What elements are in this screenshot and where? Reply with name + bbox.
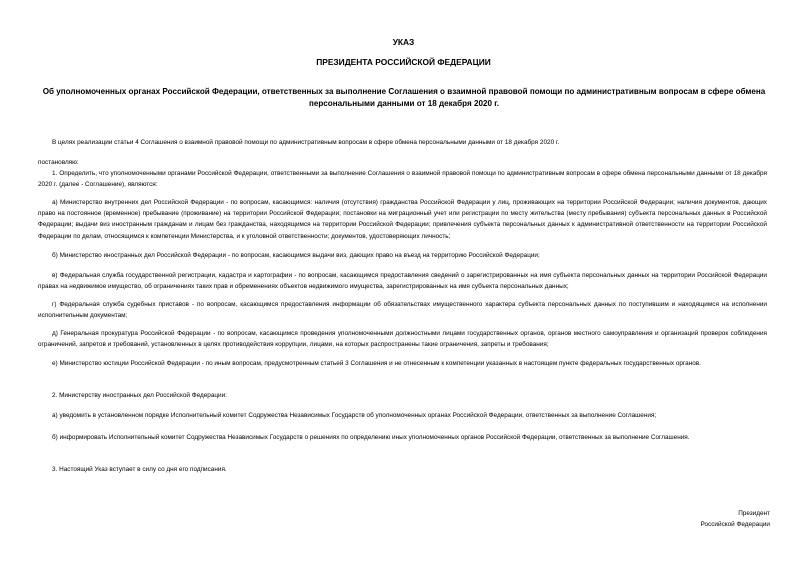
paragraph-2: 2. Министерству иностранных дел Российской Федерации: [52, 392, 227, 399]
paragraph-1e: д) Генеральная прокуратура Российской Федерации - по вопросам, касающимся проведения уполномоченными должностными лицами государственных органов, органов местного самоуправления и организаций проверок соблюдения ограничений, запретов и требований, установленных в целях противодействия коррупции, лицами, на которых распространены такие ограничения, запреты и требования; [38, 330, 767, 349]
document-title: УКАЗ [392, 37, 415, 47]
decree-word: постановляю: [38, 159, 79, 166]
intro-paragraph: В целях реализации статьи 4 Соглашения о взаимной правовой помощи по административным вопросам в сфере обмена персональными данными от 18 декабря 2020 г. [52, 139, 560, 146]
paragraph-1a: а) Министерство внутренних дел Российской Федерации - по вопросам, касающимся: наличия (отсутствия) гражданства Российской Федерации у лиц, проживающих на территории Российской Федерации; наличия документов, дающих право на постоянное (временное) пребывание (проживание) на территории Российской Федерации; постановки на миграционный учет или регистрации по месту жительства (месту пребывания) субъекта персональных данных в Российской Федерации; выдачи виз иностранным гражданам и лицам без гражданства, находящимся на территории Российской Федерации; привлечения субъекта персональных данных к административной ответственности на территории Российской Федерации по делам, относящимся к компетенции Министерства, и к уголовной ответственности; документов, удостоверяющих личность; [38, 199, 767, 240]
signature-country: Российской Федерации [700, 521, 770, 528]
paragraph-1d: г) Федеральная служба судебных приставов - по вопросам, касающимся предоставления информации об обязательствах имущественного характера субъекта персональных данных по поступившим и находящимся на исполнении исполнительным документам; [38, 301, 767, 320]
paragraph-2b: б) информировать Исполнительный комитет Содружества Независимых Государств о решениях по определению иных уполномоченных органов Российской Федерации, ответственных за выполнение Соглашения. [52, 434, 690, 441]
paragraph-1: 1. Определить, что уполномоченными органами Российской Федерации, ответственными за выполнение Соглашения о взаимной правовой помощи по административным вопросам в сфере обмена персональными данными от 18 декабря 2020 г. (далее - Соглашение), являются: [38, 170, 767, 189]
document-heading: Об уполномоченных органах Российской Федерации, ответственных за выполнение Соглашения о взаимной правовой помощи по административным вопросам в сфере обмена персональными данными от 18 декабря 2020 г. [42, 87, 766, 108]
paragraph-1c: в) Федеральная служба государственной регистрации, кадастра и картографии - по вопросам, касающимся предоставления сведений о зарегистрированных на имя субъекта персональных данных на территории Российской Федерации правах на недвижимое имущество, об ограничениях таких прав и обременениях объектов недвижимого имущества, зарегистрированных на имя субъекта персональных данных; [38, 272, 767, 291]
document-subtitle: ПРЕЗИДЕНТА РОССИЙСКОЙ ФЕДЕРАЦИИ [316, 57, 491, 67]
signature-title: Президент [738, 510, 770, 517]
paragraph-3: 3. Настоящий Указ вступает в силу со дня его подписания. [52, 466, 227, 473]
paragraph-2a: а) уведомить в установленном порядке Исполнительный комитет Содружества Независимых Государств об уполномоченных органах Российской Федерации, ответственных за выполнение Соглашения; [52, 412, 657, 419]
paragraph-1f: е) Министерство юстиции Российской Федерации - по иным вопросам, предусмотренным статьей 3 Соглашения и не отнесенным к компетенции указанных в настоящем пункте федеральных государственных органов. [52, 360, 701, 367]
paragraph-1b: б) Министерство иностранных дел Российской Федерации - по вопросам, касающимся выдачи виз, дающих право на въезд на территорию Российской Федерации; [52, 252, 540, 259]
